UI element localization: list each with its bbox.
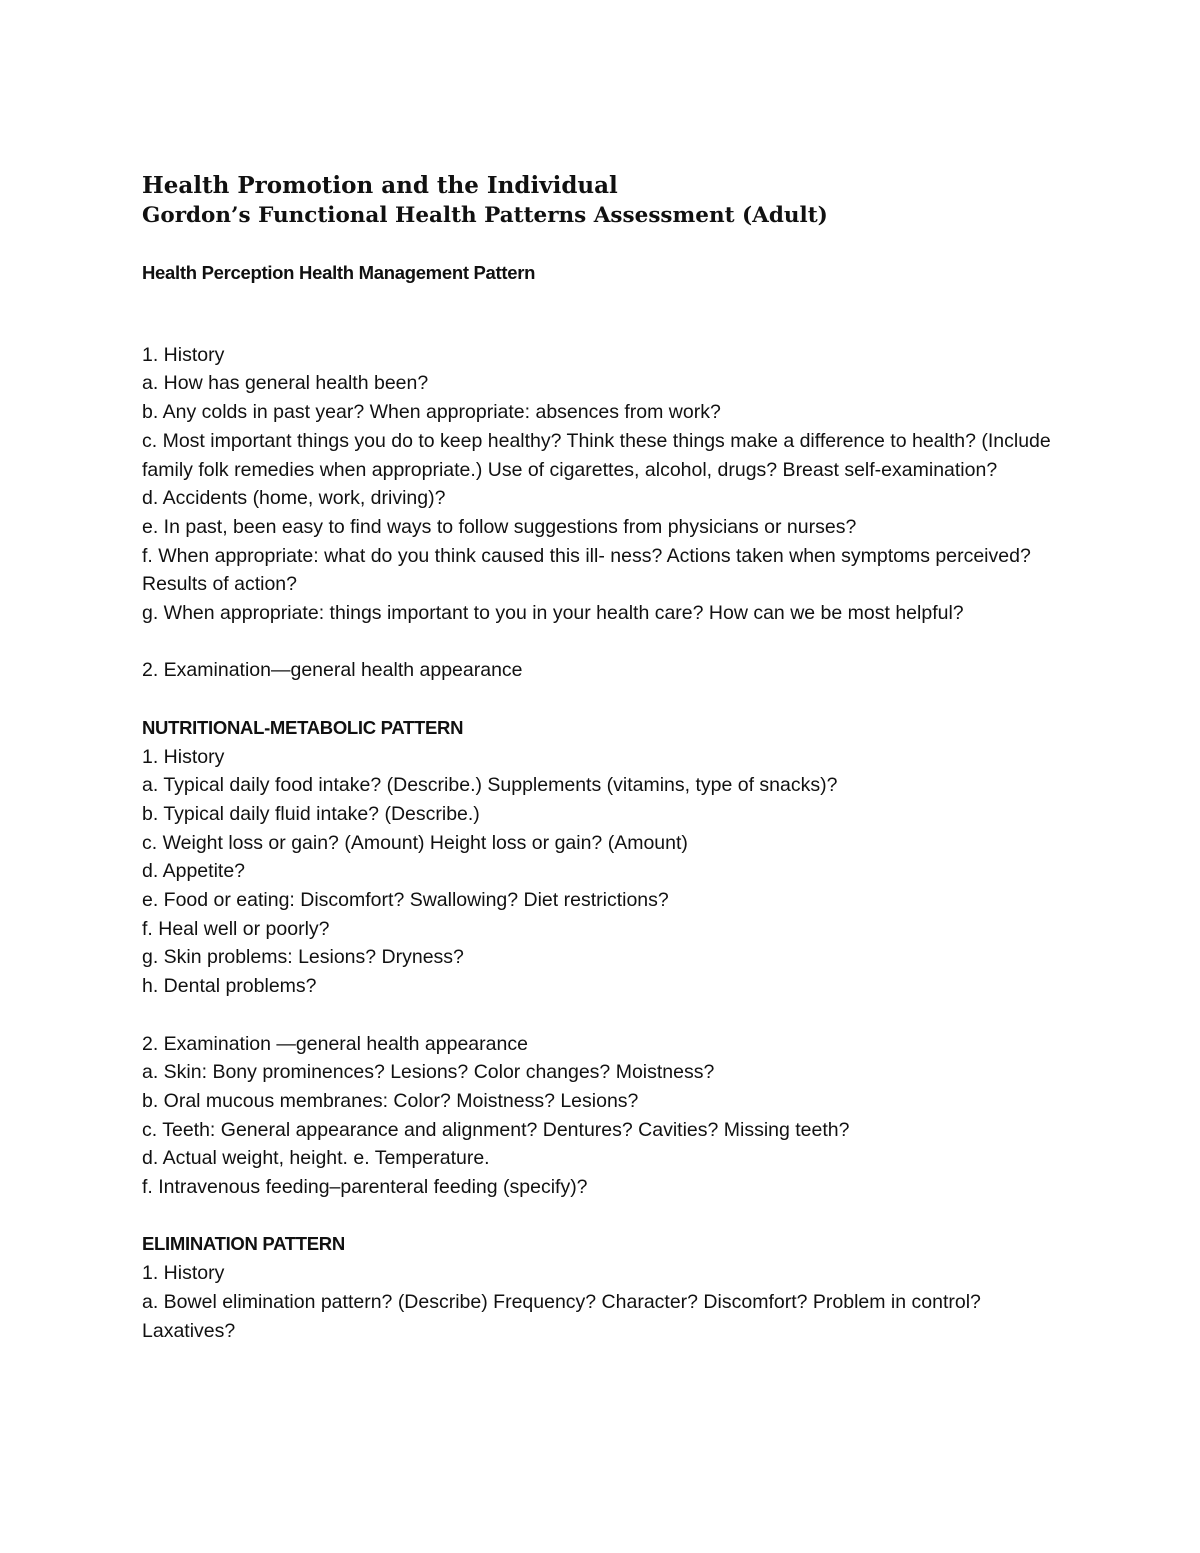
list-item: c. Teeth: General appearance and alignment? Dentures? Cavities? Missing teeth?: [142, 1118, 850, 1141]
document-body: [142, 170, 1062, 1345]
list-item: d. Actual weight, height. e. Temperature.: [142, 1147, 490, 1170]
list-item: b. Any colds in past year? When appropriate: absences from work?: [142, 401, 721, 424]
list-item: a. Skin: Bony prominences? Lesions? Color changes? Moistness?: [142, 1061, 715, 1084]
list-item: e. Food or eating: Discomfort? Swallowing? Diet restrictions?: [142, 889, 669, 912]
list-item: c. Most important things you do to keep healthy? Think these things make a difference to health? (Include family folk remedies when appropriate.) Use of cigarettes, alcohol, drugs? Breast self-examination?: [142, 429, 1051, 481]
list-item: f. When appropriate: what do you think caused this ill- ness? Actions taken when symptoms perceived? Results of action?: [142, 544, 1031, 596]
examination-label: 2. Examination—general health appearance: [142, 659, 523, 682]
list-item: d. Accidents (home, work, driving)?: [142, 487, 446, 510]
section-heading-nutritional-metabolic: NUTRITIONAL-METABOLIC PATTERN: [142, 716, 464, 738]
list-item: a. How has general health been?: [142, 372, 429, 395]
list-item: c. Weight loss or gain? (Amount) Height loss or gain? (Amount): [142, 831, 688, 854]
list-item: f. Heal well or poorly?: [142, 917, 330, 940]
list-item: e. In past, been easy to find ways to follow suggestions from physicians or nurses?: [142, 515, 857, 538]
document-title: Health Promotion and the Individual: [142, 172, 618, 199]
history-label: 1. History: [142, 343, 225, 366]
list-item: f. Intravenous feeding–parenteral feeding (specify)?: [142, 1176, 588, 1199]
list-item: g. Skin problems: Lesions? Dryness?: [142, 946, 464, 969]
history-label: 1. History: [142, 1262, 225, 1285]
list-item: a. Bowel elimination pattern? (Describe) Frequency? Character? Discomfort? Problem in control? Laxatives?: [142, 1290, 981, 1342]
history-label: 1. History: [142, 745, 225, 768]
document-subtitle: Gordon’s Functional Health Patterns Assessment (Adult): [142, 203, 828, 228]
section-heading-elimination: ELIMINATION PATTERN: [142, 1233, 345, 1255]
list-item: b. Oral mucous membranes: Color? Moistness? Lesions?: [142, 1089, 639, 1112]
list-item: d. Appetite?: [142, 860, 246, 883]
list-item: g. When appropriate: things important to you in your health care? How can we be most helpful?: [142, 602, 964, 625]
list-item: a. Typical daily food intake? (Describe.) Supplements (vitamins, type of snacks)?: [142, 774, 838, 797]
list-item: b. Typical daily fluid intake? (Describe.): [142, 802, 480, 825]
list-item: h. Dental problems?: [142, 975, 317, 998]
examination-label: 2. Examination —general health appearance: [142, 1032, 528, 1055]
section-heading-health-perception: Health Perception Health Management Pattern: [142, 262, 536, 283]
